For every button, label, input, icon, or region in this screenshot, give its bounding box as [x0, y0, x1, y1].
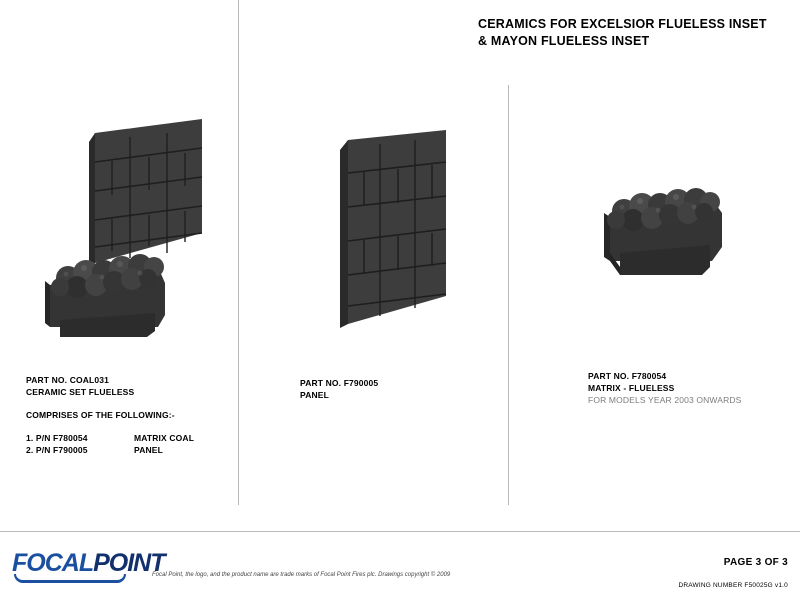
component-1-part: 1. P/N F780054 — [26, 433, 88, 443]
column-divider-left — [238, 0, 239, 505]
caption-matrix — [588, 370, 788, 406]
part-name-f790005: PANEL — [300, 390, 329, 400]
panel-figure — [320, 128, 480, 343]
comprises-heading: COMPRISES OF THE FOLLOWING:- — [26, 410, 175, 420]
part-number-coal031: PART NO. COAL031 — [26, 375, 110, 385]
component-2-label: PANEL — [134, 445, 163, 455]
page-title — [478, 16, 788, 50]
component-row-1 — [26, 432, 226, 444]
page-title-line-2: & MAYON FLUELESS INSET — [478, 34, 650, 48]
panel-drawing — [320, 128, 480, 343]
component-1-label: MATRIX COAL — [134, 433, 195, 443]
caption-panel — [300, 377, 490, 401]
focalpoint-logo — [12, 549, 165, 577]
column-divider-right — [508, 85, 509, 505]
page-number: PAGE 3 OF 3 — [723, 557, 788, 568]
component-row-2 — [26, 444, 226, 456]
matrix-flueless-figure — [598, 185, 738, 295]
caption-ceramic-set — [26, 374, 226, 456]
logo-text-point: POINT — [93, 549, 165, 577]
part-number-f790005: PART NO. F790005 — [300, 378, 379, 388]
logo-text-focal: FOCAL — [12, 549, 94, 577]
trademark-notice: Focal Point, the logo, and the product name are trade marks of Focal Point Fires plc. Drawings copyright © 2009 — [152, 572, 451, 578]
matrix-drawing — [598, 185, 738, 295]
drawing-number: DRAWING NUMBER F50025G v1.0 — [678, 582, 788, 589]
part-number-f780054: PART NO. F780054 — [588, 371, 667, 381]
part-name-f780054: MATRIX - FLUELESS — [588, 383, 675, 393]
ceramic-set-drawing — [40, 115, 220, 350]
logo-swoosh-icon — [14, 574, 126, 583]
ceramic-set-flueless-figure — [40, 115, 220, 350]
page-title-line-1: CERAMICS FOR EXCELSIOR FLUELESS INSET — [478, 17, 767, 31]
footer-divider — [0, 531, 800, 532]
part-note-f780054: FOR MODELS YEAR 2003 ONWARDS — [588, 395, 742, 405]
component-2-part: 2. P/N F790005 — [26, 445, 88, 455]
part-name-coal031: CERAMIC SET FLUELESS — [26, 387, 135, 397]
